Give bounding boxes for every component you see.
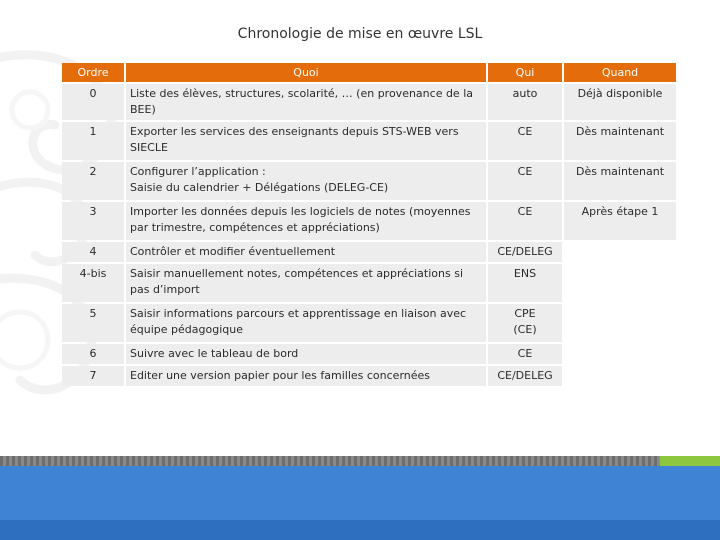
cell-quoi [126, 162, 488, 200]
table-row [62, 304, 678, 342]
footer-band [0, 466, 720, 540]
cell-ordre: 7 [62, 366, 126, 386]
cell-quand-empty [564, 242, 678, 262]
cell-quand: Dès maintenant [564, 122, 678, 160]
cell-qui: CE/DELEG [488, 242, 564, 262]
cell-quand-empty [564, 264, 678, 302]
cell-qui: ENS [488, 264, 564, 302]
cell-ordre: 6 [62, 344, 126, 364]
header-qui: Qui [488, 63, 564, 82]
cell-ordre: 2 [62, 162, 126, 200]
cell-quoi: Contrôler et modifier éventuellement [126, 242, 488, 262]
cell-quoi: Liste des élèves, structures, scolarité, … (en provenance de la BEE) [126, 84, 488, 120]
cell-qui: CE/DELEG [488, 366, 564, 386]
cell-quand: Déjà disponible [564, 84, 678, 120]
cell-ordre: 0 [62, 84, 126, 120]
table-row [62, 264, 678, 302]
cell-ordre: 4 [62, 242, 126, 262]
table-row [62, 122, 678, 160]
table-row [62, 202, 678, 240]
table-row [62, 242, 678, 262]
cell-quand: Après étape 1 [564, 202, 678, 240]
table-row [62, 84, 678, 120]
cell-qui: CE [488, 202, 564, 240]
table-row [62, 366, 678, 386]
cell-quoi: Editer une version papier pour les familles concernées [126, 366, 488, 386]
cell-qui-line2: (CE) [513, 323, 537, 336]
cell-quand-empty [564, 366, 678, 386]
cell-qui-line1: CPE [514, 307, 536, 320]
table-row [62, 162, 678, 200]
cell-ordre: 3 [62, 202, 126, 240]
page-title: Chronologie de mise en œuvre LSL [237, 26, 483, 42]
cell-ordre: 4-bis [62, 264, 126, 302]
cell-quoi: Suivre avec le tableau de bord [126, 344, 488, 364]
header-quoi: Quoi [126, 63, 488, 82]
cell-quoi: Importer les données depuis les logiciels de notes (moyennes par trimestre, compétences et appréciations) [126, 202, 488, 240]
cell-quand-empty [564, 344, 678, 364]
header-quand: Quand [564, 63, 678, 82]
header-ordre: Ordre [62, 63, 126, 82]
cell-quoi-line1: Configurer l’application : [130, 165, 266, 178]
cell-qui: auto [488, 84, 564, 120]
footer-accent [660, 456, 720, 466]
cell-quoi: Exporter les services des enseignants depuis STS-WEB vers SIECLE [126, 122, 488, 160]
cell-quoi: Saisir manuellement notes, compétences et appréciations si pas d’import [126, 264, 488, 302]
cell-qui: CE [488, 122, 564, 160]
table-row [62, 344, 678, 364]
table-header-row [62, 63, 678, 82]
cell-qui [488, 304, 564, 342]
cell-qui: CE [488, 344, 564, 364]
footer-stripe [0, 456, 720, 466]
cell-qui: CE [488, 162, 564, 200]
cell-ordre: 5 [62, 304, 126, 342]
cell-quand-empty [564, 304, 678, 342]
cell-quand: Dès maintenant [564, 162, 678, 200]
cell-ordre: 1 [62, 122, 126, 160]
cell-quoi-line2: Saisie du calendrier + Délégations (DELEG-CE) [130, 181, 389, 194]
cell-quoi: Saisir informations parcours et apprentissage en liaison avec équipe pédagogique [126, 304, 488, 342]
chronology-table [62, 61, 678, 388]
